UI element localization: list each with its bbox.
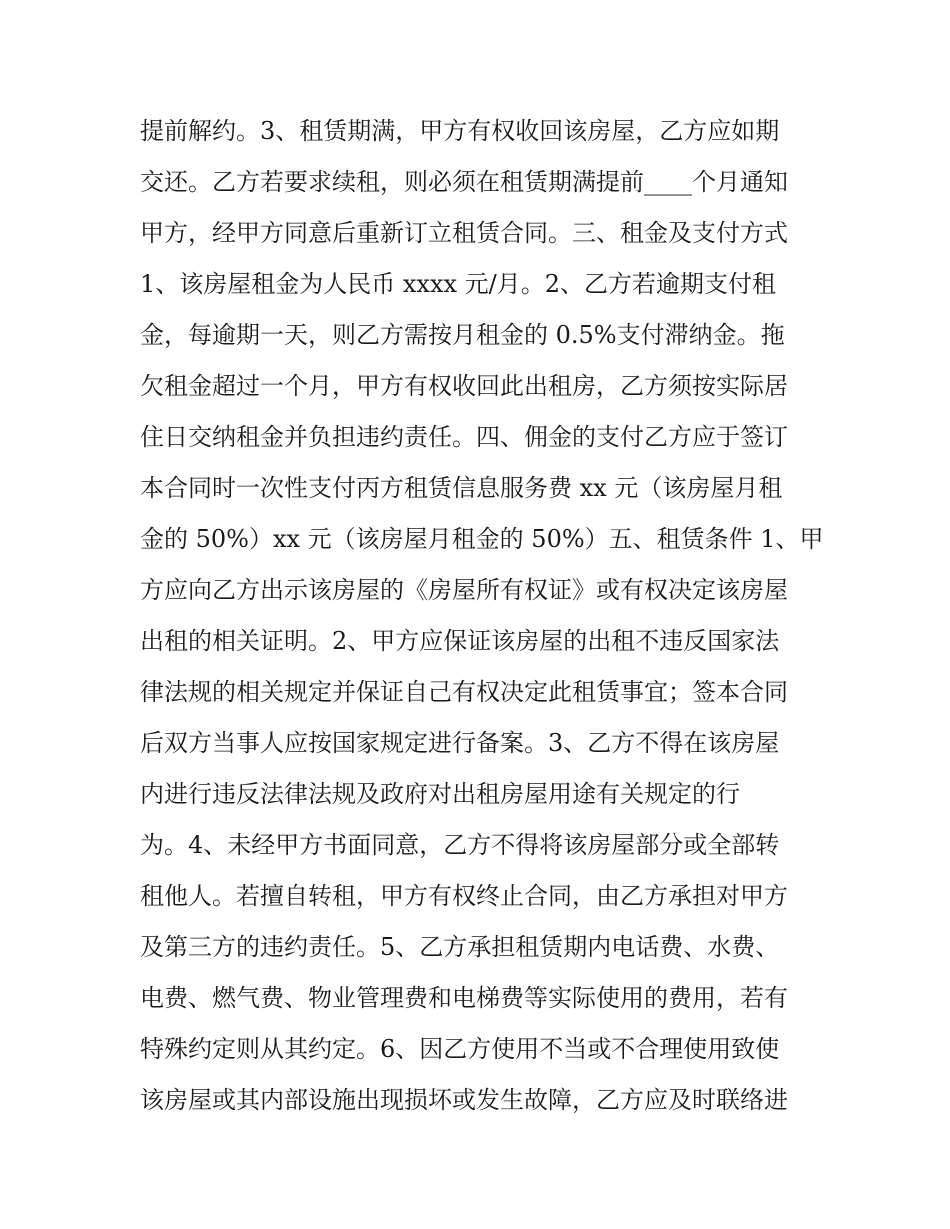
text-line-11: 出租的相关证明。2、甲方应保证该房屋的出租不违反国家法	[140, 627, 780, 655]
text-line-9: 金的 50%）xx 元（该房屋月租金的 50%）五、租赁条件 1、甲	[140, 525, 824, 553]
text-line-15: 为。4、未经甲方书面同意，乙方不得将该房屋部分或全部转	[140, 831, 780, 859]
contract-body-text	[140, 106, 830, 1126]
text-line-17: 及第三方的违约责任。5、乙方承担租赁期内电话费、水费、	[140, 933, 780, 961]
text-line-13: 后双方当事人应按国家规定进行备案。3、乙方不得在该房屋	[140, 729, 780, 757]
text-line-10: 方应向乙方出示该房屋的《房屋所有权证》或有权决定该房屋	[140, 576, 788, 604]
text-line-2: 交还。乙方若要求续租，则必须在租赁期满提前____个月通知	[140, 168, 788, 196]
text-line-8: 本合同时一次性支付丙方租赁信息服务费 xx 元（该房屋月租	[140, 474, 783, 502]
text-line-6: 欠租金超过一个月，甲方有权收回此出租房，乙方须按实际居	[140, 372, 788, 400]
text-line-4: 1、该房屋租金为人民币 xxxx 元/月。2、乙方若逾期支付租	[140, 270, 777, 298]
text-line-3: 甲方，经甲方同意后重新订立租赁合同。三、租金及支付方式	[140, 219, 788, 247]
text-line-14: 内进行违反法律法规及政府对出租房屋用途有关规定的行	[140, 780, 740, 808]
text-line-19: 特殊约定则从其约定。6、因乙方使用不当或不合理使用致使	[140, 1035, 780, 1063]
text-line-5: 金，每逾期一天，则乙方需按月租金的 0.5%支付滞纳金。拖	[140, 321, 785, 349]
text-line-20: 该房屋或其内部设施出现损坏或发生故障，乙方应及时联络进	[140, 1086, 788, 1114]
text-line-12: 律法规的相关规定并保证自己有权决定此租赁事宜；签本合同	[140, 678, 788, 706]
text-line-16: 租他人。若擅自转租，甲方有权终止合同，由乙方承担对甲方	[140, 882, 788, 910]
text-line-18: 电费、燃气费、物业管理费和电梯费等实际使用的费用，若有	[140, 984, 788, 1012]
text-line-7: 住日交纳租金并负担违约责任。四、佣金的支付乙方应于签订	[140, 423, 788, 451]
text-line-1: 提前解约。3、租赁期满，甲方有权收回该房屋，乙方应如期	[140, 117, 780, 145]
